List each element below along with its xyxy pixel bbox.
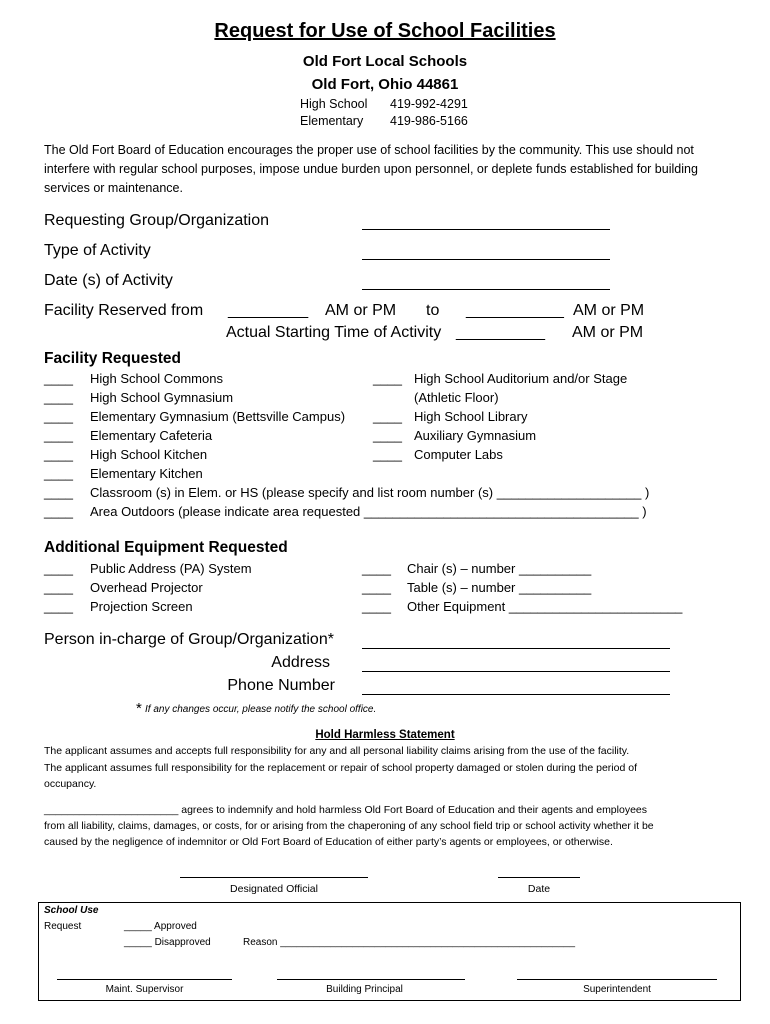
person-incharge-label: Person in-charge of Group/Organization* [44,631,334,648]
date-signature-field[interactable] [498,877,580,878]
checkbox-blank[interactable]: ____ [44,504,73,519]
type-label: Type of Activity [44,242,151,259]
address-label: Address [271,654,330,671]
facility-heading: Facility Requested [44,350,181,367]
actual-start-label: Actual Starting Time of Activity [226,324,442,341]
checkbox-blank[interactable]: ____ [44,371,73,386]
facility-item: Computer Labs [414,447,503,462]
reason-field[interactable]: Reason _____________________________________________________ [243,937,576,948]
facility-item: High School Commons [90,371,223,386]
note-asterisk: * [136,700,142,717]
facility-item: High School Kitchen [90,447,208,462]
facility-item: High School Library [414,409,528,424]
group-field[interactable] [362,229,610,230]
facility-item: Elementary Kitchen [90,466,203,481]
facility-item-note: (Athletic Floor) [414,390,499,405]
facility-item: Auxiliary Gymnasium [414,428,537,443]
school-use-heading: School Use [44,905,99,916]
start-ampm: AM or PM [325,302,397,319]
checkbox-blank[interactable]: ____ [44,409,73,424]
change-note: If any changes occur, please notify the school office. [145,704,377,715]
facility-item: Elementary Cafeteria [90,428,213,443]
intro-paragraph: The Old Fort Board of Education encourages the proper use of school facilities by the community. This use should not interfere with regular school purposes, impose undue burden upon personnel, or deplete funds established for building services or maintenance. [44,143,698,195]
indemnify-text: _______________________ agrees to indemnify and hold harmless Old Fort Board of Education and their agents and employees [44,804,648,816]
actual-start-field[interactable]: __________ [456,324,545,341]
to-label: to [426,302,440,319]
checkbox-blank[interactable]: ____ [44,390,73,405]
maint-label: Maint. Supervisor [105,984,184,995]
checkbox-blank[interactable]: ____ [44,485,73,500]
indemnify-text: caused by the negligence of indemnitor or Old Fort Board of Education of either party’s agents or employees, or otherwise. [44,836,613,848]
facility-item: High School Auditorium and/or Stage [414,371,628,386]
group-label: Requesting Group/Organization [44,212,270,229]
city-address: Old Fort, Ohio 44861 [311,76,459,93]
phone-label-hs: High School [300,97,368,111]
checkbox-blank[interactable]: ____ [373,447,402,462]
checkbox-blank[interactable]: ____ [362,561,391,576]
form-title: Request for Use of School Facilities [214,20,556,42]
hold-text: The applicant assumes and accepts full responsibility for any and all personal liability claims arising from the use of the facility. [44,745,630,757]
hold-text: occupancy. [44,778,97,790]
official-signature-field[interactable] [180,877,368,878]
date-label: Date (s) of Activity [44,272,173,289]
checkbox-blank[interactable]: ____ [362,580,391,595]
checkbox-blank[interactable]: ____ [44,599,73,614]
official-label: Designated Official [230,883,318,895]
address-field[interactable] [362,671,670,672]
hold-text: The applicant assumes full responsibility for the replacement or repair of school property damaged or stolen during the period of [44,762,637,774]
equipment-item: Public Address (PA) System [90,561,252,576]
equipment-item: Overhead Projector [90,580,203,595]
equipment-item: Projection Screen [90,599,193,614]
phone-label-elem: Elementary [300,114,364,128]
hold-harmless-heading: Hold Harmless Statement [315,729,455,741]
phone-number-elem: 419-986-5166 [390,114,468,128]
principal-label: Building Principal [326,984,403,995]
disapproved-option[interactable]: _____ Disapproved [124,937,211,948]
facility-item: High School Gymnasium [90,390,234,405]
checkbox-blank[interactable]: ____ [44,580,73,595]
date-sig-label: Date [527,883,551,895]
person-incharge-field[interactable] [362,648,670,649]
maint-signature-field[interactable] [57,979,232,980]
request-label: Request [44,921,82,932]
end-ampm: AM or PM [573,302,645,319]
checkbox-blank[interactable]: ____ [44,561,73,576]
super-label: Superintendent [583,984,651,995]
checkbox-blank[interactable]: ____ [44,466,73,481]
facility-classroom: Classroom (s) in Elem. or HS (please specify and list room number (s) ____________________ ) [90,485,650,500]
checkbox-blank[interactable]: ____ [362,599,391,614]
equipment-item: Other Equipment ________________________ [407,599,683,614]
end-time-field[interactable]: ___________ [466,302,564,319]
type-field[interactable] [362,259,610,260]
checkbox-blank[interactable]: ____ [44,428,73,443]
equipment-item: Chair (s) – number __________ [407,561,592,576]
start-time-field[interactable]: _________ [228,302,309,319]
checkbox-blank[interactable]: ____ [373,409,402,424]
district-name: Old Fort Local Schools [302,53,468,70]
checkbox-blank[interactable]: ____ [373,371,402,386]
principal-signature-field[interactable] [277,979,465,980]
phone-field[interactable] [362,694,670,695]
actual-ampm: AM or PM [572,324,644,341]
equipment-heading: Additional Equipment Requested [44,539,288,556]
equipment-item: Table (s) – number __________ [407,580,592,595]
phone-number-hs: 419-992-4291 [390,97,468,111]
facility-outdoors: Area Outdoors (please indicate area requested ______________________________________ ) [90,504,647,519]
checkbox-blank[interactable]: ____ [44,447,73,462]
checkbox-blank[interactable]: ____ [373,428,402,443]
indemnify-text: from all liability, claims, damages, or costs, for or arising from the chaperoning of any school field trip or school activity whether it be [44,820,654,832]
super-signature-field[interactable] [517,979,717,980]
date-field[interactable] [362,289,610,290]
reserved-from-label: Facility Reserved from [44,302,204,319]
approved-option[interactable]: _____ Approved [124,921,197,932]
phone-label: Phone Number [227,677,335,694]
facility-item: Elementary Gymnasium (Bettsville Campus) [90,409,346,424]
